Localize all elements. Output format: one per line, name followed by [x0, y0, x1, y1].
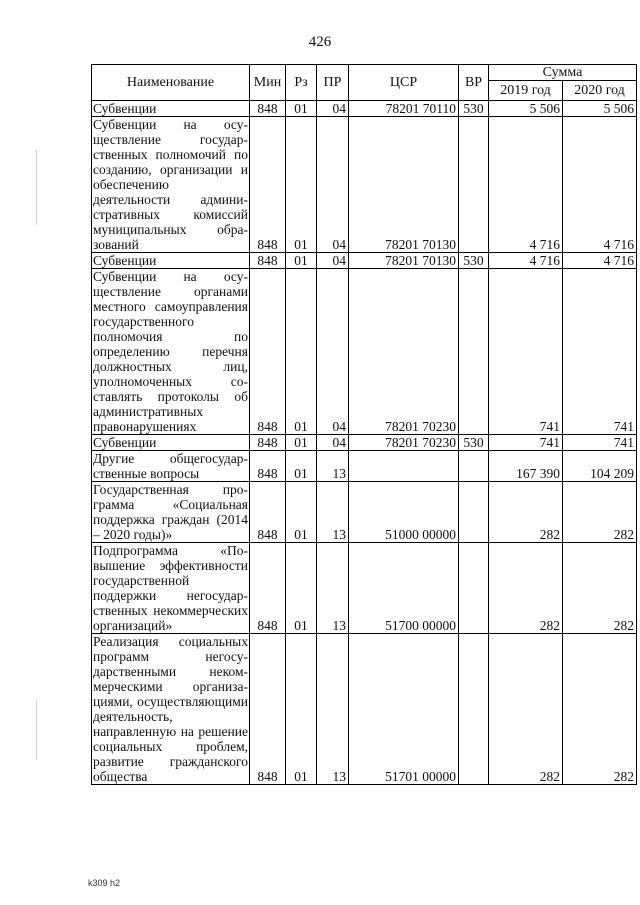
header-name: Наименование	[92, 65, 250, 101]
row-name: Государственная программа «Социальная поддержка граждан (2014 – 2020 годы)»	[93, 482, 248, 542]
table-row	[92, 435, 637, 451]
row-rz: 01	[286, 435, 317, 451]
row-min: 848	[250, 101, 286, 117]
header-min: Мин	[250, 65, 286, 101]
row-sum-2019: 4 716	[489, 253, 563, 269]
row-rz: 01	[286, 451, 317, 482]
table-row	[92, 482, 637, 543]
row-sum-2020: 4 716	[563, 117, 637, 253]
row-rz: 01	[286, 101, 317, 117]
table-row	[92, 451, 637, 482]
row-vr	[459, 543, 489, 634]
row-rz: 01	[286, 117, 317, 253]
row-sum-2019: 741	[489, 435, 563, 451]
row-pr: 13	[317, 451, 349, 482]
row-name: Субвенции	[92, 435, 250, 451]
row-csr: 78201 70130	[349, 117, 459, 253]
row-rz: 01	[286, 634, 317, 785]
row-name: Подпрограмма «Повышение эффективности государственной поддержки негосударственных некоммерческих организаций»	[93, 543, 248, 633]
table-row	[92, 269, 637, 435]
row-min: 848	[250, 117, 286, 253]
row-sum-2019: 741	[489, 269, 563, 435]
header-year-2019: 2019 год	[489, 81, 563, 101]
row-pr: 13	[317, 482, 349, 543]
row-pr: 04	[317, 269, 349, 435]
header-sum: Сумма	[489, 65, 637, 81]
row-min: 848	[250, 634, 286, 785]
row-sum-2020: 282	[563, 634, 637, 785]
row-sum-2020: 282	[563, 482, 637, 543]
row-vr	[459, 482, 489, 543]
row-name: Субвенции	[92, 253, 250, 269]
row-vr	[459, 451, 489, 482]
header-vr: ВР	[459, 65, 489, 101]
row-sum-2020: 282	[563, 543, 637, 634]
row-pr: 04	[317, 101, 349, 117]
row-pr: 04	[317, 435, 349, 451]
row-sum-2020: 5 506	[563, 101, 637, 117]
row-vr	[459, 269, 489, 435]
row-sum-2019: 167 390	[489, 451, 563, 482]
row-rz: 01	[286, 482, 317, 543]
row-min: 848	[250, 435, 286, 451]
row-csr	[349, 451, 459, 482]
row-name: Реализация социальных программ негосударственными некоммерческими организациями, осуществляющими деятельность, направленную на решение социальных проблем, развитие гражданского общества	[93, 634, 248, 784]
row-vr: 530	[459, 253, 489, 269]
budget-table	[91, 64, 637, 785]
row-vr	[459, 634, 489, 785]
row-sum-2019: 282	[489, 543, 563, 634]
row-pr: 04	[317, 117, 349, 253]
header-rz: Рз	[286, 65, 317, 101]
row-sum-2020: 741	[563, 269, 637, 435]
row-rz: 01	[286, 543, 317, 634]
row-sum-2019: 5 506	[489, 101, 563, 117]
row-csr: 51701 00000	[349, 634, 459, 785]
row-rz: 01	[286, 269, 317, 435]
row-name: Субвенции на осуществление органами местного самоуправления государственного полномочия по определению перечня должностных лиц, уполномоченных составлять протоколы об административных правонарушениях	[93, 269, 248, 434]
header-year-2020: 2020 год	[563, 81, 637, 101]
row-name: Субвенции на осуществление государственных полномочий по созданию, организации и обеспечению деятельности административных комиссий муниципальных образований	[93, 117, 248, 252]
table-row	[92, 117, 637, 253]
row-name: Субвенции	[92, 101, 250, 117]
row-min: 848	[250, 451, 286, 482]
header-csr: ЦСР	[349, 65, 459, 101]
row-pr: 04	[317, 253, 349, 269]
row-sum-2020: 4 716	[563, 253, 637, 269]
footer-code: k309 h2	[88, 878, 121, 888]
row-min: 848	[250, 253, 286, 269]
row-csr: 78201 70130	[349, 253, 459, 269]
row-rz: 01	[286, 253, 317, 269]
table-row	[92, 634, 637, 785]
row-min: 848	[250, 269, 286, 435]
row-csr: 78201 70230	[349, 435, 459, 451]
table-row	[92, 543, 637, 634]
row-csr: 51000 00000	[349, 482, 459, 543]
row-vr: 530	[459, 435, 489, 451]
row-vr: 530	[459, 101, 489, 117]
table-row	[92, 101, 637, 117]
row-csr: 51700 00000	[349, 543, 459, 634]
margin-line	[36, 700, 37, 760]
row-min: 848	[250, 482, 286, 543]
row-pr: 13	[317, 634, 349, 785]
row-name: Другие общегосударственные вопросы	[93, 451, 248, 481]
table-row	[92, 253, 637, 269]
page-number: 426	[308, 34, 332, 50]
row-sum-2019: 4 716	[489, 117, 563, 253]
row-sum-2020: 741	[563, 435, 637, 451]
row-csr: 78201 70110	[349, 101, 459, 117]
header-pr: ПР	[317, 65, 349, 101]
margin-line	[36, 150, 37, 225]
row-min: 848	[250, 543, 286, 634]
row-vr	[459, 117, 489, 253]
row-sum-2019: 282	[489, 634, 563, 785]
row-pr: 13	[317, 543, 349, 634]
row-sum-2019: 282	[489, 482, 563, 543]
row-sum-2020: 104 209	[563, 451, 637, 482]
row-csr: 78201 70230	[349, 269, 459, 435]
